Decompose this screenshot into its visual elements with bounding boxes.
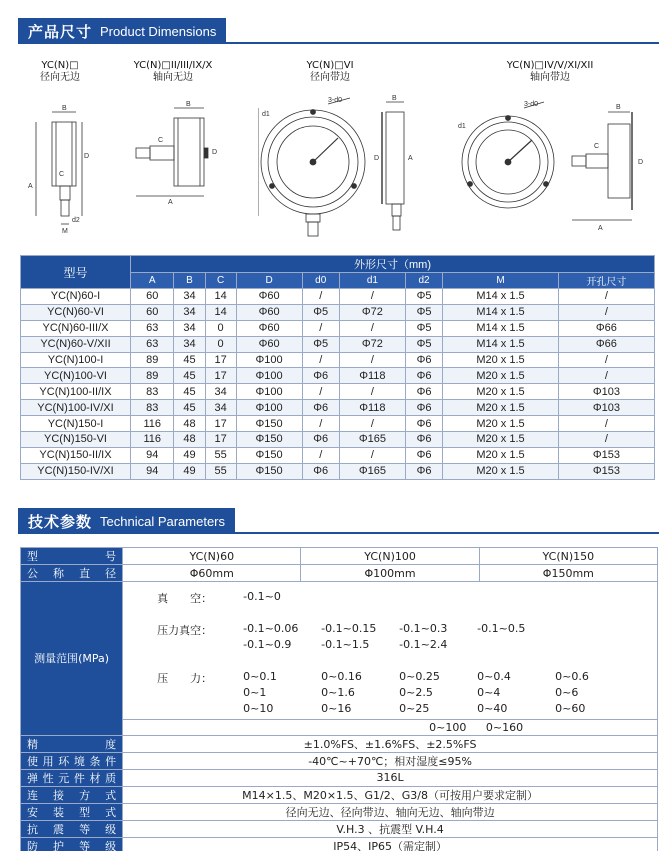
drawing-axial-no-flange bbox=[128, 92, 228, 212]
model-cell: YC(N)60-I bbox=[21, 289, 131, 305]
svg-text:B: B bbox=[62, 105, 67, 112]
table-cell: Φ118 bbox=[339, 400, 405, 416]
table-cell: Φ150 bbox=[236, 432, 302, 448]
table-cell: Φ5 bbox=[302, 304, 339, 320]
column-header: d2 bbox=[405, 273, 442, 289]
table-cell: / bbox=[558, 289, 654, 305]
table-cell: 89 bbox=[131, 368, 174, 384]
table-cell: 60 bbox=[131, 289, 174, 305]
svg-text:d1: d1 bbox=[458, 123, 466, 130]
tech-row-accuracy: 精度 ±1.0%FS、±1.6%FS、±2.5%FS bbox=[21, 735, 658, 752]
table-cell: / bbox=[558, 352, 654, 368]
table-cell: 17 bbox=[205, 416, 236, 432]
table-cell: 94 bbox=[131, 447, 174, 463]
table-cell: Φ72 bbox=[339, 304, 405, 320]
table-cell: 45 bbox=[174, 400, 205, 416]
model-cell: YC(N)150-II/IX bbox=[21, 447, 131, 463]
table-cell: 63 bbox=[131, 336, 174, 352]
model-cell: YC(N)150-VI bbox=[21, 432, 131, 448]
drawing-radial-flange bbox=[258, 90, 423, 242]
table-cell: Φ72 bbox=[339, 336, 405, 352]
table-cell: Φ103 bbox=[558, 384, 654, 400]
table-cell: 45 bbox=[174, 352, 205, 368]
table-cell: M20 x 1.5 bbox=[443, 400, 559, 416]
svg-text:D: D bbox=[212, 149, 218, 156]
table-row bbox=[21, 416, 655, 432]
tech-row-protection: 防护等级 IP54、IP65（需定制） bbox=[21, 837, 658, 851]
table-cell: Φ6 bbox=[405, 463, 442, 479]
model-cell: YC(N)150-I bbox=[21, 416, 131, 432]
table-row bbox=[21, 463, 655, 479]
table-cell: 34 bbox=[205, 400, 236, 416]
tech-row-range-extra: 0~100 0~160 bbox=[21, 720, 658, 736]
table-cell: / bbox=[302, 289, 339, 305]
table-cell: 55 bbox=[205, 463, 236, 479]
tech-row-mounting: 安装型式 径向无边、径向带边、轴向无边、轴向带边 bbox=[21, 803, 658, 820]
column-header: M bbox=[443, 273, 559, 289]
model-cell: YC(N)100-VI bbox=[21, 368, 131, 384]
table-cell: Φ5 bbox=[405, 336, 442, 352]
tech-row-connection: 连接方式 M14×1.5、M20×1.5、G1/2、G3/8（可按用户要求定制） bbox=[21, 786, 658, 803]
svg-text:A: A bbox=[168, 199, 173, 206]
svg-text:A: A bbox=[408, 155, 413, 162]
table-row bbox=[21, 432, 655, 448]
table-cell: Φ6 bbox=[302, 463, 339, 479]
tech-row-diameter: 公称直径 Φ60mm Φ100mm Φ150mm bbox=[21, 565, 658, 582]
table-cell: Φ100 bbox=[236, 352, 302, 368]
table-cell: 49 bbox=[174, 463, 205, 479]
table-cell: / bbox=[339, 320, 405, 336]
table-cell: Φ66 bbox=[558, 336, 654, 352]
tech-row-vibration: 抗震等级 V.H.3 、抗震型 V.H.4 bbox=[21, 820, 658, 837]
column-header: B bbox=[174, 273, 205, 289]
section-header-technical: 技术参数 Technical Parameters bbox=[18, 508, 235, 534]
header-model: 型号 bbox=[21, 256, 131, 289]
table-row bbox=[21, 400, 655, 416]
table-cell: Φ60 bbox=[236, 289, 302, 305]
column-header: d1 bbox=[339, 273, 405, 289]
model-cell: YC(N)100-II/IX bbox=[21, 384, 131, 400]
label-range: 测量范围(MPa) bbox=[21, 582, 123, 736]
svg-text:B: B bbox=[392, 95, 397, 102]
table-cell: 34 bbox=[174, 289, 205, 305]
tech-row-material: 弹性元件材质 316L bbox=[21, 769, 658, 786]
table-cell: Φ60 bbox=[236, 320, 302, 336]
column-header: D bbox=[236, 273, 302, 289]
model-cell: YC(N)60-V/XII bbox=[21, 336, 131, 352]
table-cell: Φ5 bbox=[405, 289, 442, 305]
table-cell: Φ6 bbox=[405, 447, 442, 463]
range-values: 真 空： -0.1~0 压力真空： -0.1~0.06 -0.1~0.15 -0.1~0.3 -0.1~0.5 -0.1~0.9 -0.1~1.5 -0.1~2.4 压 力： 0~0.1 0~0.16 0~0.25 0~0.4 0~0.6 0~1 0~1.6 0~2.5 0~4 0~6 0~10 0~16 0~25 0~40 0~60 bbox=[157, 590, 589, 715]
header-group: 外形尺寸（mm) bbox=[131, 256, 655, 273]
table-cell: M20 x 1.5 bbox=[443, 432, 559, 448]
table-row bbox=[21, 368, 655, 384]
table-cell: Φ66 bbox=[558, 320, 654, 336]
table-cell: Φ5 bbox=[405, 320, 442, 336]
table-cell: 60 bbox=[131, 304, 174, 320]
table-cell: Φ118 bbox=[339, 368, 405, 384]
table-cell: 48 bbox=[174, 416, 205, 432]
tech-row-range bbox=[21, 582, 658, 720]
table-cell: Φ100 bbox=[236, 400, 302, 416]
svg-text:A: A bbox=[28, 183, 33, 190]
table-cell: / bbox=[558, 432, 654, 448]
table-cell: M20 x 1.5 bbox=[443, 447, 559, 463]
svg-text:C: C bbox=[594, 143, 600, 150]
table-cell: 45 bbox=[174, 368, 205, 384]
table-cell: M20 x 1.5 bbox=[443, 368, 559, 384]
table-cell: M20 x 1.5 bbox=[443, 416, 559, 432]
table-cell: 89 bbox=[131, 352, 174, 368]
svg-text:D: D bbox=[638, 159, 644, 166]
svg-text:d2: d2 bbox=[72, 217, 80, 224]
table-cell: 94 bbox=[131, 463, 174, 479]
section-header-dimensions: 产品尺寸 Product Dimensions bbox=[18, 18, 226, 44]
table-cell: 0 bbox=[205, 336, 236, 352]
table-cell: Φ100 bbox=[236, 384, 302, 400]
section-divider bbox=[18, 532, 659, 534]
dimensions-table bbox=[20, 255, 655, 480]
table-cell: 48 bbox=[174, 432, 205, 448]
svg-text:3-d0: 3-d0 bbox=[524, 101, 539, 108]
table-cell: 14 bbox=[205, 304, 236, 320]
table-cell: / bbox=[339, 384, 405, 400]
table-cell: Φ60 bbox=[236, 336, 302, 352]
table-cell: / bbox=[558, 368, 654, 384]
table-cell: / bbox=[339, 289, 405, 305]
drawing-radial-no-flange bbox=[26, 88, 96, 238]
table-cell: M14 x 1.5 bbox=[443, 304, 559, 320]
table-row bbox=[21, 320, 655, 336]
table-cell: 0 bbox=[205, 320, 236, 336]
table-cell: M14 x 1.5 bbox=[443, 336, 559, 352]
svg-text:B: B bbox=[186, 101, 191, 108]
svg-text:A: A bbox=[598, 225, 603, 232]
table-cell: 116 bbox=[131, 416, 174, 432]
table-row bbox=[21, 352, 655, 368]
table-cell: 34 bbox=[174, 320, 205, 336]
table-cell: Φ6 bbox=[405, 368, 442, 384]
table-cell: / bbox=[339, 416, 405, 432]
table-cell: Φ150 bbox=[236, 447, 302, 463]
table-cell: 17 bbox=[205, 352, 236, 368]
table-cell: M14 x 1.5 bbox=[443, 289, 559, 305]
table-cell: / bbox=[302, 320, 339, 336]
table-cell: / bbox=[302, 352, 339, 368]
drawing-label-2: YC(N)□II/III/IX/X 轴向无边 bbox=[133, 60, 213, 83]
table-cell: Φ6 bbox=[405, 432, 442, 448]
tech-row-model: 型号 YC(N)60 YC(N)100 YC(N)150 bbox=[21, 548, 658, 565]
drawing-axial-flange bbox=[458, 96, 653, 236]
table-cell: 55 bbox=[205, 447, 236, 463]
column-header: d0 bbox=[302, 273, 339, 289]
model-cell: YC(N)100-I bbox=[21, 352, 131, 368]
table-cell: 34 bbox=[205, 384, 236, 400]
svg-text:B: B bbox=[616, 104, 621, 111]
table-cell: / bbox=[558, 304, 654, 320]
table-cell: 49 bbox=[174, 447, 205, 463]
table-cell: 17 bbox=[205, 368, 236, 384]
table-cell: Φ60 bbox=[236, 304, 302, 320]
table-cell: Φ6 bbox=[405, 384, 442, 400]
model-cell: YC(N)60-III/X bbox=[21, 320, 131, 336]
table-row bbox=[21, 336, 655, 352]
svg-text:C: C bbox=[158, 137, 164, 144]
svg-text:M: M bbox=[62, 228, 68, 235]
svg-text:D: D bbox=[84, 153, 90, 160]
table-cell: 116 bbox=[131, 432, 174, 448]
table-cell: M14 x 1.5 bbox=[443, 320, 559, 336]
table-cell: Φ6 bbox=[405, 416, 442, 432]
table-cell: 14 bbox=[205, 289, 236, 305]
table-cell: 34 bbox=[174, 336, 205, 352]
drawing-label-4: YC(N)□IV/V/XI/XII 轴向带边 bbox=[506, 60, 594, 83]
table-cell: Φ165 bbox=[339, 432, 405, 448]
table-cell: Φ6 bbox=[405, 352, 442, 368]
table-cell: Φ153 bbox=[558, 447, 654, 463]
table-cell: / bbox=[339, 447, 405, 463]
table-cell: M20 x 1.5 bbox=[443, 463, 559, 479]
table-cell: Φ6 bbox=[302, 400, 339, 416]
table-cell: Φ5 bbox=[302, 336, 339, 352]
table-cell: M20 x 1.5 bbox=[443, 352, 559, 368]
table-cell: 83 bbox=[131, 400, 174, 416]
table-cell: Φ100 bbox=[236, 368, 302, 384]
table-row bbox=[21, 304, 655, 320]
table-cell: 45 bbox=[174, 384, 205, 400]
table-cell: / bbox=[558, 416, 654, 432]
table-cell: Φ150 bbox=[236, 463, 302, 479]
table-cell: 63 bbox=[131, 320, 174, 336]
table-cell: Φ150 bbox=[236, 416, 302, 432]
column-header: 开孔尺寸 bbox=[558, 273, 654, 289]
table-cell: 17 bbox=[205, 432, 236, 448]
svg-text:C: C bbox=[59, 171, 65, 178]
table-cell: M20 x 1.5 bbox=[443, 384, 559, 400]
table-row bbox=[21, 384, 655, 400]
tech-row-environment: 使用环境条件 -40℃~+70℃；相对湿度≤95% bbox=[21, 752, 658, 769]
svg-text:D: D bbox=[374, 155, 380, 162]
column-header: C bbox=[205, 273, 236, 289]
table-cell: / bbox=[302, 384, 339, 400]
table-cell: Φ6 bbox=[302, 432, 339, 448]
table-cell: / bbox=[339, 352, 405, 368]
table-cell: Φ153 bbox=[558, 463, 654, 479]
svg-text:d1: d1 bbox=[262, 111, 270, 118]
table-cell: 34 bbox=[174, 304, 205, 320]
section-divider bbox=[18, 42, 659, 44]
model-cell: YC(N)60-VI bbox=[21, 304, 131, 320]
table-cell: / bbox=[302, 447, 339, 463]
table-row bbox=[21, 289, 655, 305]
table-cell: / bbox=[302, 416, 339, 432]
column-header: A bbox=[131, 273, 174, 289]
model-cell: YC(N)100-IV/XI bbox=[21, 400, 131, 416]
table-cell: Φ5 bbox=[405, 304, 442, 320]
drawing-label-1: YC(N)□ 径向无边 bbox=[40, 60, 80, 83]
drawing-label-3: YC(N)□VI 径向带边 bbox=[306, 60, 354, 83]
table-cell: Φ6 bbox=[405, 400, 442, 416]
svg-text:3-d0: 3-d0 bbox=[328, 97, 343, 104]
table-cell: Φ103 bbox=[558, 400, 654, 416]
table-cell: 83 bbox=[131, 384, 174, 400]
model-cell: YC(N)150-IV/XI bbox=[21, 463, 131, 479]
table-cell: Φ6 bbox=[302, 368, 339, 384]
label-model: 型号 bbox=[27, 550, 117, 563]
table-cell: Φ165 bbox=[339, 463, 405, 479]
table-row bbox=[21, 447, 655, 463]
technical-table bbox=[20, 547, 658, 851]
